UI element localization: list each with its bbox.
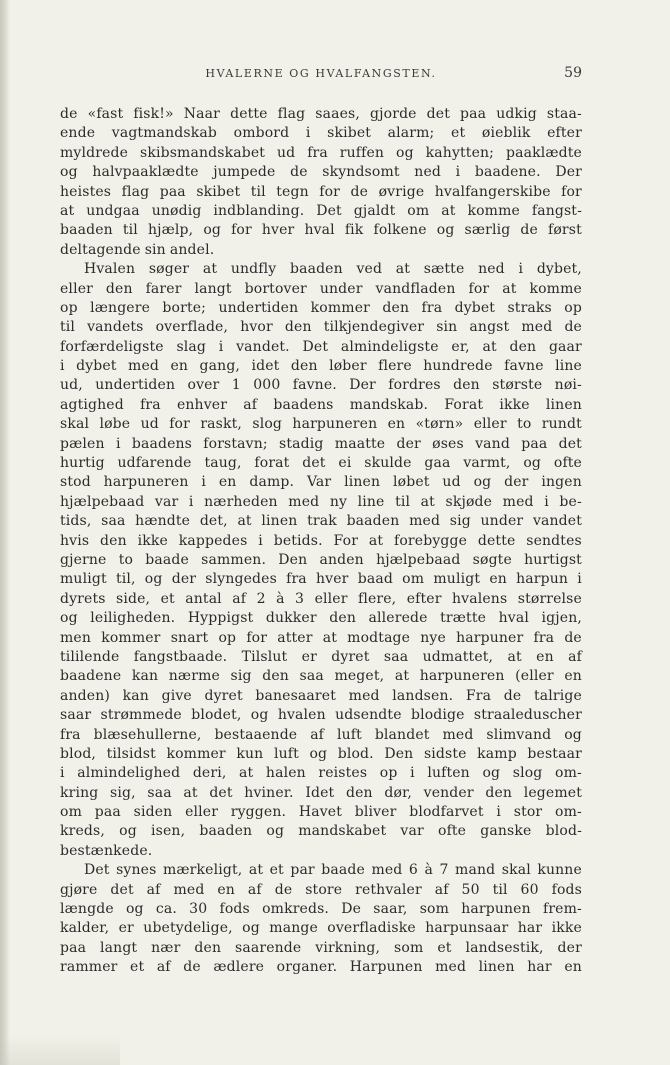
- text-line: fra blæsehullerne, bestaaende af luft blandet med slimvand og: [60, 726, 582, 743]
- text-line: Det synes mærkeligt, at et par baade med 6 à 7 mand skal kunne: [84, 862, 582, 879]
- text-line: baaden til hjælp, og for hver hval fik folkene og særlig de først: [60, 222, 582, 239]
- body-text: [60, 105, 582, 978]
- page-header: [60, 67, 582, 87]
- text-line: om paa siden eller ryggen. Havet bliver blodfarvet i stor om-: [60, 804, 582, 821]
- text-line: længde og ca. 30 fods omkreds. De saar, som harpunen frem-: [60, 901, 582, 918]
- text-line: og halvpaaklædte jumpede de skyndsomt ned i baadene. Der: [60, 164, 582, 181]
- text-line: muligt til, og der slyngedes fra hver baad om muligt en harpun i: [60, 571, 582, 588]
- page-bottom-shadow: [0, 1035, 120, 1065]
- running-title: HVALERNE OG HVALFANGSTEN.: [205, 67, 437, 80]
- text-line: Hvalen søger at undfly baaden ved at sætte ned i dybet,: [84, 261, 582, 278]
- text-line: og leiligheden. Hyppigst dukker den allerede trætte hval igjen,: [60, 610, 582, 627]
- text-line: eller den farer langt bortover under vandfladen for at komme: [60, 280, 582, 297]
- text-line: hvis den ikke kappedes i betids. For at forebygge dette sendtes: [60, 532, 582, 549]
- text-line: gjerne to baade sammen. Den anden hjælpebaad søgte hurtigst: [60, 551, 582, 568]
- text-line: stod harpuneren i en damp. Var linen løbet ud og der ingen: [60, 474, 582, 491]
- text-line: til vandets overflade, hvor den tilkjendegiver sin angst med de: [60, 319, 582, 336]
- text-line: de «fast fisk!» Naar dette flag saaes, gjorde det paa udkig staa-: [60, 106, 582, 122]
- text-line: saar strømmede blodet, og hvalen udsendte blodige straaleduscher: [60, 707, 582, 724]
- page-number: 59: [564, 65, 582, 81]
- text-line: myldrede skibsmandskabet ud fra ruffen og kahytten; paaklædte: [60, 144, 582, 161]
- text-line: tililende fangstbaade. Tilslut er dyret saa udmattet, at en af: [60, 648, 582, 665]
- text-line: dyrets side, et antal af 2 à 3 eller flere, efter hvalens størrelse: [60, 590, 582, 607]
- text-line: i almindelighed deri, at halen reistes op i luften og slog om-: [60, 765, 582, 782]
- text-line: blod, tilsidst kommer kun luft og blod. Den sidste kamp bestaar: [60, 745, 582, 762]
- text-line: baadene kan nærme sig den saa meget, at harpuneren (eller en: [60, 668, 582, 685]
- text-line: deltagende sin andel.: [60, 241, 215, 258]
- text-line: men kommer snart op for atter at modtage nye harpuner fra de: [60, 629, 582, 646]
- text-line: pælen i baadens forstavn; stadig maatte der øses vand paa det: [60, 435, 582, 452]
- text-line: hurtig udfarende taug, forat det ei skulde gaa varmt, og ofte: [60, 455, 582, 472]
- text-line: hjælpebaad var i nærheden med ny line til at skjøde med i be-: [60, 493, 582, 510]
- text-line: paa langt nær den saarende virkning, som et landsestik, der: [60, 939, 582, 956]
- text-line: kreds, og isen, baaden og mandskabet var ofte ganske blod-: [60, 823, 582, 840]
- text-line: skal løbe ud for raskt, slog harpuneren en «tørn» eller to rundt: [60, 416, 582, 433]
- text-line: kalder, er ubetydelige, og mange overfladiske harpunsaar har ikke: [60, 920, 582, 937]
- text-line: kring sig, saa at det hviner. Idet den dør, vender den legemet: [60, 784, 582, 801]
- text-line: ende vagtmandskab ombord i skibet alarm; et øieblik efter: [60, 125, 582, 142]
- text-line: tids, saa hændte det, at linen trak baaden med sig under vandet: [60, 513, 582, 530]
- text-line: heistes flag paa skibet til tegn for de øvrige hvalfangerskibe for: [60, 183, 582, 200]
- text-line: op længere borte; undertiden kommer den fra dybet straks op: [60, 299, 582, 316]
- text-line: gjøre det af med en af de store rethvaler af 50 til 60 fods: [60, 881, 582, 898]
- text-line: i dybet med en gang, idet den løber flere hundrede favne line: [60, 358, 582, 375]
- text-line: at undgaa unødig indblanding. Det gjaldt om at komme fangst-: [60, 202, 582, 219]
- text-line: anden) kan give dyret banesaaret med landsen. Fra de talrige: [60, 687, 582, 704]
- text-line: bestænkede.: [60, 842, 153, 859]
- text-line: rammer et af de ædlere organer. Harpunen med linen har en: [60, 959, 582, 976]
- text-line: ud, undertiden over 1 000 favne. Der fordres den største nøi-: [60, 377, 582, 394]
- text-line: forfærdeligste slag i vandet. Det almindeligste er, at den gaar: [60, 338, 582, 355]
- text-line: agtighed fra enhver af baadens mandskab. Forat ikke linen: [60, 396, 582, 413]
- page-edge-shadow: [0, 0, 10, 1065]
